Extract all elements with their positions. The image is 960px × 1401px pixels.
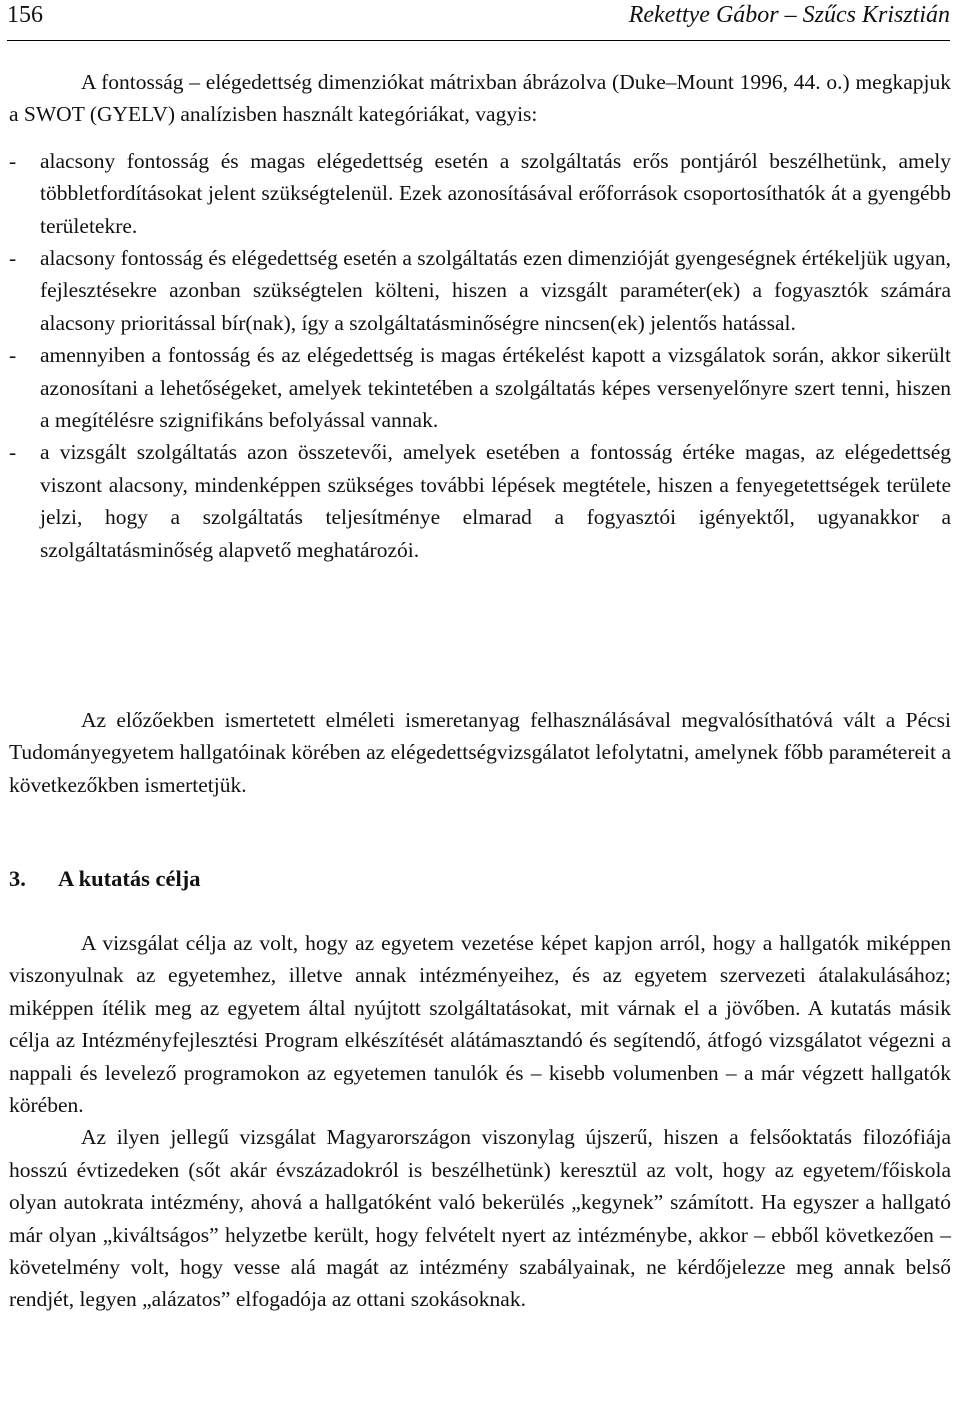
list-item-text: alacsony fontosság és elégedettség esetén a szolgáltatás ezen dimenzióját gyengeségnek értékeljük ugyan, fejlesztésekre azonban szükségtelen költeni, hiszen a vizsgált paraméter(ek) a fogyasztók számára alacsony prioritással bír(nak), így a szolgáltatásminőségre nincsen(ek) jelentős hatással. (40, 246, 952, 335)
section-title: A kutatás célja (58, 866, 201, 891)
list-item-text: a vizsgált szolgáltatás azon összetevői, amelyek esetében a fontosság értéke magas, az elégedettség viszont alacsony, mindenképpen szükséges további lépések megtétele, hiszen a fenyegetettségek területe jelzi, hogy a szolgáltatás teljesítménye elmarad a fogyasztói igényektől, ugyanakkor a szolgáltatásminőség alapvető meghatározói. (40, 440, 951, 562)
section-number: 3. (9, 866, 26, 891)
section-paragraph: Az ilyen jellegű vizsgálat Magyarországon viszonylag újszerű, hiszen a felsőoktatás filozófiája hosszú évtizedeken (sőt akár évszázadokról is beszélhetünk) keresztül az volt, hogy az egyetem/főiskola olyan autokrata intézmény, ahová a hallgatóként való bekerülés „kegynek” számított. Ha egyszer a hallgató már olyan „kiváltságos” helyzetbe került, hogy felvételt nyert az intézménybe, akkor – ebből következően – követelmény volt, hogy vesse alá magát az intézmény szabályainak, ne kérdőjelezze meg annak belső rendjét, legyen „alázatos” elfogadója az ottani szokásoknak. (9, 1125, 951, 1312)
running-head: Rekettye Gábor – Szűcs Krisztián (628, 2, 950, 28)
bullet-marker: - (9, 440, 17, 465)
list-item (9, 339, 951, 436)
bullet-marker: - (9, 148, 17, 173)
list-item (9, 242, 951, 339)
list-item (9, 436, 951, 566)
list-item-text: alacsony fontosság és magas elégedettség esetén a szolgáltatás erős pontjáról beszélhetünk, amely többletfordításokat jelent szükségtelenül. Ezek azonosításával erőforrások csoportosíthatók át a gyengébb területekre. (40, 148, 951, 238)
bullet-marker: - (9, 343, 17, 368)
page-number: 156 (7, 2, 43, 28)
list-item (9, 145, 951, 242)
section-body (9, 927, 951, 1316)
summary-block (9, 704, 951, 801)
section-heading (9, 862, 201, 896)
intro-paragraph: A fontosság – elégedettség dimenziókat mátrixban ábrázolva (Duke–Mount 1996, 44. o.) megkapjuk a SWOT (GYELV) analízisben használt kategóriákat, vagyis: (9, 70, 951, 127)
bullet-marker: - (9, 246, 17, 271)
page-header (7, 0, 950, 41)
section-paragraph: A vizsgálat célja az volt, hogy az egyetem vezetése képet kapjon arról, hogy a hallgatók miképpen viszonyulnak az egyetemhez, illetve annak intézményeihez, és az egyetem szervezeti átalakulásához; miképpen ítélik meg az egyetem által nyújtott szolgáltatásokat, mit várnak el a jövőben. A kutatás másik célja az Intézményfejlesztési Program elkészítését alátámasztandó és segítendő, átfogó vizsgálatot végezni a nappali és levelező programokon az egyetemen tanulók és – kisebb volumenben – a már végzett hallgatók körében. (9, 931, 951, 1118)
intro-block (9, 66, 951, 566)
list-item-text: amennyiben a fontosság és az elégedettség is magas értékelést kapott a vizsgálatok során, akkor sikerült azonosítani a lehetőségeket, amelyek tekintetében a szolgáltatás képes versenyelőnyre szert tenni, hiszen a megítélésre szignifikáns befolyással vannak. (40, 343, 951, 433)
summary-paragraph: Az előzőekben ismertetett elméleti ismeretanyag felhasználásával megvalósíthatóvá vált a Pécsi Tudományegyetem hallgatóinak körében az elégedettségvizsgálatot lefolytatni, amelynek főbb paramétereit a következőkben ismertetjük. (9, 708, 951, 797)
swot-list (9, 145, 951, 566)
